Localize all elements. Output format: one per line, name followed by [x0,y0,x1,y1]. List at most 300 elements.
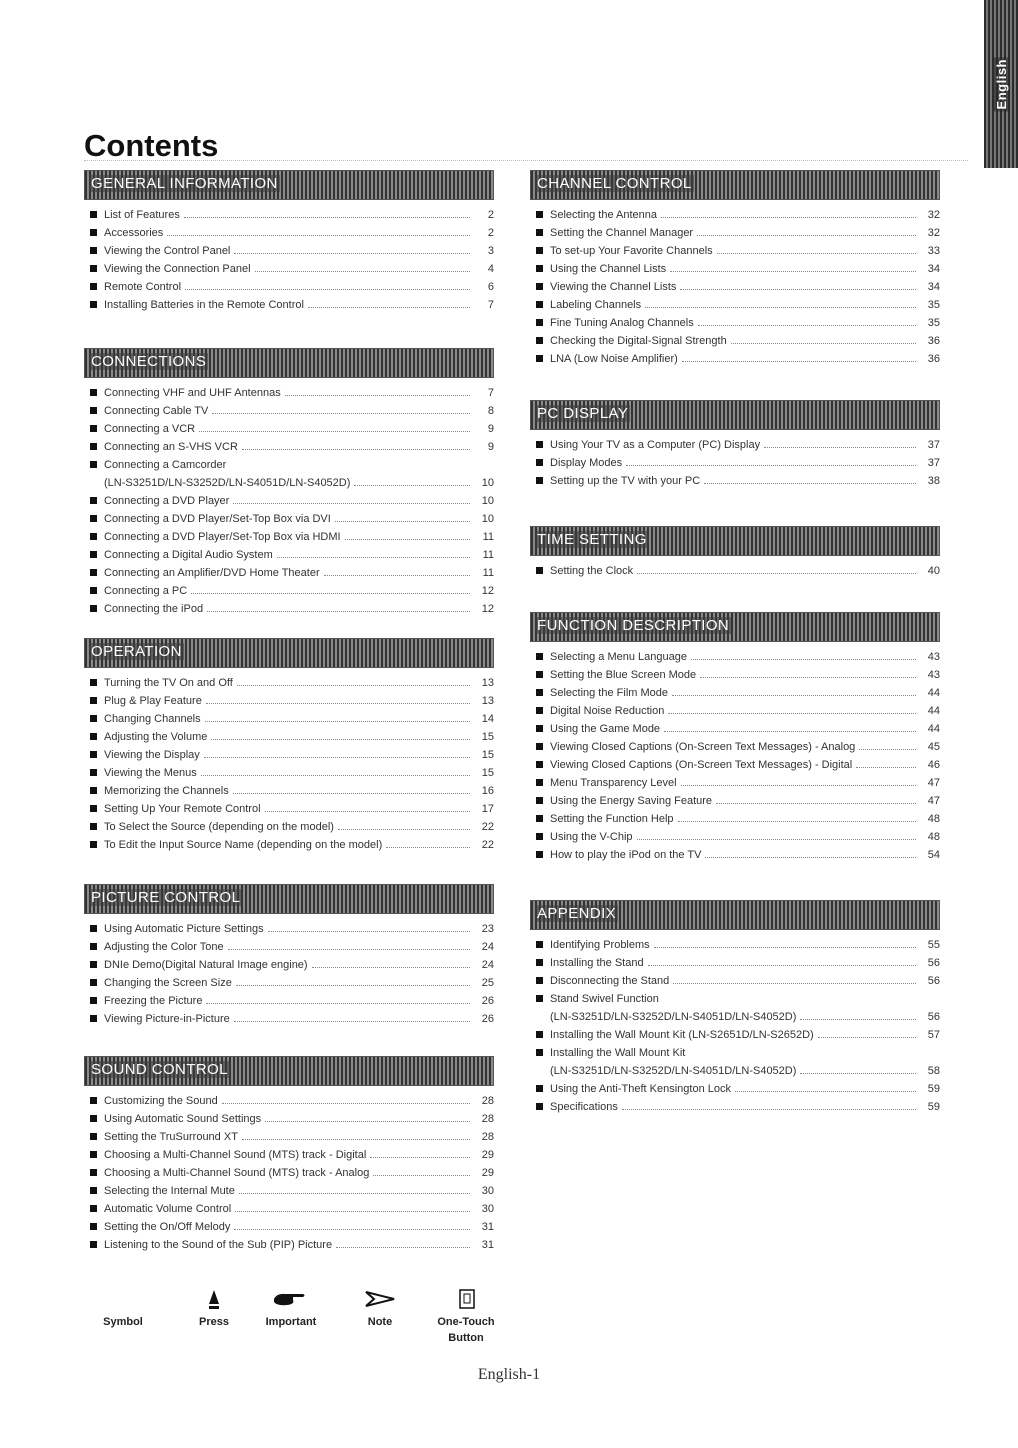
toc-entry-label: Adjusting the Volume [104,731,208,743]
toc-page-number: 16 [481,785,494,797]
dot-leader [648,955,916,966]
toc-page-number: 55 [927,939,940,951]
toc-entry-label: (LN-S3251D/LN-S3252D/LN-S4051D/LN-S4052D) [104,477,351,489]
toc-entry[interactable] [104,1092,494,1110]
toc-page-number: 7 [487,387,494,399]
toc-entry-label: Stand Swivel Function [550,993,659,1005]
dot-leader [691,649,916,660]
toc-entry-label: Specifications [550,1101,618,1113]
toc-entry-label: Fine Tuning Analog Channels [550,317,694,329]
toc-page-number: 47 [927,795,940,807]
toc-list [530,436,940,490]
toc-entry-label: To Select the Source (depending on the model) [104,821,334,833]
dot-leader [716,793,916,804]
square-bullet-icon [536,653,543,660]
toc-entry-label: Selecting the Internal Mute [104,1185,235,1197]
square-bullet-icon [90,247,97,254]
toc-section [84,170,494,314]
square-bullet-icon [90,943,97,950]
square-bullet-icon [536,319,543,326]
toc-entry[interactable] [550,1080,940,1098]
dot-leader [704,473,916,484]
dot-leader [205,711,470,722]
toc-entry-label: Selecting the Antenna [550,209,658,221]
toc-entry[interactable] [104,420,494,438]
square-bullet-icon [90,1097,97,1104]
dot-leader [211,729,470,740]
toc-entry[interactable] [104,260,494,278]
dot-leader [233,783,470,794]
toc-entry[interactable] [104,528,494,546]
toc-entry[interactable] [550,936,940,954]
square-bullet-icon [536,441,543,448]
toc-entry[interactable] [550,666,940,684]
square-bullet-icon [90,497,97,504]
square-bullet-icon [536,761,543,768]
toc-entry[interactable] [104,402,494,420]
toc-entry-label: Connecting a DVD Player/Set-Top Box via HDMI [104,531,341,543]
dot-leader [206,993,470,1004]
square-bullet-icon [536,1103,543,1110]
section-title: GENERAL INFORMATION [91,175,278,192]
section-header-band [530,170,940,200]
toc-page-number: 35 [927,299,940,311]
square-bullet-icon [536,265,543,272]
square-bullet-icon [90,961,97,968]
toc-page-number: 30 [481,1185,494,1197]
toc-entry[interactable] [104,818,494,836]
toc-entry[interactable] [550,260,940,278]
toc-entry[interactable] [550,242,940,260]
toc-entry[interactable] [104,764,494,782]
toc-entry[interactable] [550,1098,940,1116]
toc-entry-label: Freezing the Picture [104,995,203,1007]
toc-page-number: 28 [481,1131,494,1143]
toc-entry-label: Connecting a Digital Audio System [104,549,273,561]
toc-entry[interactable] [104,956,494,974]
dot-leader [308,297,470,308]
toc-list [530,206,940,368]
square-bullet-icon [536,211,543,218]
toc-entry[interactable] [104,384,494,402]
dot-leader [237,675,470,686]
toc-entry[interactable] [104,1110,494,1128]
toc-entry[interactable] [104,938,494,956]
square-bullet-icon [536,959,543,966]
toc-page-number: 37 [927,439,940,451]
square-bullet-icon [536,743,543,750]
dot-leader [682,351,916,362]
toc-entry[interactable] [104,1164,494,1182]
toc-entry-label: Installing the Wall Mount Kit (LN-S2651D/LN-S2652D) [550,1029,814,1041]
square-bullet-icon [536,995,543,1002]
legend-press-label: Press [199,1316,229,1328]
toc-entry[interactable] [104,438,494,456]
symbol-legend [98,1285,508,1345]
dot-leader [167,225,470,236]
language-tab-label: English [993,58,1009,110]
toc-page-number: 56 [927,1011,940,1023]
dot-leader [185,279,470,290]
toc-list [84,920,494,1028]
dot-leader [285,385,470,396]
toc-section [530,900,940,1116]
toc-page-number: 6 [487,281,494,293]
toc-page-number: 30 [481,1203,494,1215]
toc-page-number: 31 [481,1221,494,1233]
toc-entry-label: Setting the Clock [550,565,634,577]
toc-entry-label: Setting the On/Off Melody [104,1221,231,1233]
toc-entry[interactable] [550,436,940,454]
toc-page-number: 36 [927,353,940,365]
toc-entry[interactable] [550,350,940,368]
toc-entry[interactable] [104,206,494,224]
toc-entry[interactable] [550,278,940,296]
dot-leader [654,937,916,948]
toc-page-number: 44 [927,687,940,699]
toc-entry[interactable] [550,1062,940,1080]
toc-entry[interactable] [104,974,494,992]
toc-entry[interactable] [104,692,494,710]
dot-leader [265,801,470,812]
toc-entry-label: LNA (Low Noise Amplifier) [550,353,678,365]
toc-list [84,674,494,854]
toc-entry-label: Setting Up Your Remote Control [104,803,261,815]
toc-entry-label: Setting the Channel Manager [550,227,694,239]
dot-leader [818,1027,916,1038]
toc-entry[interactable] [550,684,940,702]
square-bullet-icon [90,587,97,594]
toc-entry[interactable] [550,972,940,990]
toc-page-number: 43 [927,651,940,663]
dot-leader [277,547,470,558]
legend-important-label: Important [265,1316,317,1328]
square-bullet-icon [90,605,97,612]
dot-leader [335,511,470,522]
toc-entry-label: Viewing the Control Panel [104,245,231,257]
toc-entry[interactable] [550,1044,940,1062]
toc-entry[interactable] [104,1128,494,1146]
toc-section [84,348,494,618]
square-bullet-icon [536,833,543,840]
section-header-band [84,884,494,914]
dot-leader [234,243,470,254]
toc-page-number: 34 [927,263,940,275]
square-bullet-icon [90,1169,97,1176]
square-bullet-icon [90,823,97,830]
toc-page-number: 57 [927,1029,940,1041]
toc-entry[interactable] [104,492,494,510]
square-bullet-icon [90,697,97,704]
toc-entry-label: Using Automatic Picture Settings [104,923,264,935]
toc-entry-label: Installing Batteries in the Remote Control [104,299,304,311]
toc-entry[interactable] [104,1182,494,1200]
dot-leader [672,685,916,696]
toc-entry[interactable] [550,1008,940,1026]
toc-page-number: 24 [481,959,494,971]
dot-leader [370,1147,470,1158]
toc-entry[interactable] [550,756,940,774]
toc-page-number: 56 [927,957,940,969]
dot-leader [680,279,916,290]
toc-entry[interactable] [104,728,494,746]
toc-entry[interactable] [550,828,940,846]
toc-section [530,170,940,368]
toc-entry[interactable] [104,1010,494,1028]
toc-entry-label: Selecting the Film Mode [550,687,668,699]
toc-entry[interactable] [104,582,494,600]
square-bullet-icon [536,283,543,290]
toc-entry[interactable] [550,296,940,314]
toc-entry[interactable] [550,332,940,350]
dot-leader [236,975,470,986]
page-footer: English-1 [477,1366,541,1383]
toc-section [84,1056,494,1254]
language-side-tab [984,0,1018,168]
square-bullet-icon [90,769,97,776]
section-header-band [530,400,940,430]
dot-leader [228,939,470,950]
square-bullet-icon [90,679,97,686]
toc-entry[interactable] [550,846,940,864]
toc-entry[interactable] [104,278,494,296]
toc-section [84,638,494,854]
toc-entry[interactable] [104,674,494,692]
square-bullet-icon [90,715,97,722]
section-header-band [84,170,494,200]
toc-entry[interactable] [104,1236,494,1254]
dot-leader [800,1063,916,1074]
dot-leader [661,207,916,218]
toc-entry[interactable] [550,954,940,972]
toc-page-number: 10 [481,513,494,525]
square-bullet-icon [90,407,97,414]
square-bullet-icon [90,1115,97,1122]
toc-page-number: 54 [927,849,940,861]
toc-page-number: 31 [481,1239,494,1251]
toc-entry-label: Automatic Volume Control [104,1203,232,1215]
toc-page-number: 11 [482,549,494,561]
toc-entry[interactable] [550,810,940,828]
toc-list [84,384,494,618]
toc-entry-label: Connecting an S-VHS VCR [104,441,238,453]
toc-entry[interactable] [104,1200,494,1218]
square-bullet-icon [536,941,543,948]
legend-symbol-heading: Symbol [103,1316,143,1328]
page-title: Contents [84,128,219,163]
toc-page-number: 58 [927,1065,940,1077]
square-bullet-icon [90,1241,97,1248]
square-bullet-icon [536,337,543,344]
toc-entry[interactable] [550,454,940,472]
dot-leader [184,207,470,218]
toc-entry[interactable] [104,242,494,260]
toc-entry[interactable] [550,792,940,810]
square-bullet-icon [536,725,543,732]
toc-entry-label: To Edit the Input Source Name (depending on the model) [104,839,383,851]
toc-entry[interactable] [550,562,940,580]
toc-entry[interactable] [550,224,940,242]
square-bullet-icon [90,211,97,218]
toc-page-number: 33 [927,245,940,257]
square-bullet-icon [90,443,97,450]
toc-page-number: 9 [487,423,494,435]
section-title: APPENDIX [537,905,617,922]
toc-entry[interactable] [104,224,494,242]
dot-leader [255,261,470,272]
toc-page-number: 59 [927,1101,940,1113]
toc-entry-label: Using the Anti-Theft Kensington Lock [550,1083,731,1095]
toc-entry[interactable] [550,1026,940,1044]
toc-entry-label: Installing the Wall Mount Kit [550,1047,686,1059]
toc-entry-label: Choosing a Multi-Channel Sound (MTS) track - Digital [104,1149,367,1161]
toc-entry-label: Identifying Problems [550,939,650,951]
toc-entry-label: Setting up the TV with your PC [550,475,701,487]
toc-section [530,400,940,490]
section-header-band [84,638,494,668]
toc-page-number: 37 [927,457,940,469]
toc-entry-label: Listening to the Sound of the Sub (PIP) Picture [104,1239,333,1251]
toc-entry-label: Connecting a PC [104,585,188,597]
toc-page-number: 7 [487,299,494,311]
toc-page-number: 11 [482,531,494,543]
toc-entry[interactable] [104,920,494,938]
toc-list [84,206,494,314]
toc-entry-label: Viewing Closed Captions (On-Screen Text Messages) - Digital [550,759,853,771]
dot-leader [212,403,470,414]
dot-leader [312,957,470,968]
toc-page-number: 32 [927,227,940,239]
toc-page-number: 47 [927,777,940,789]
toc-section [530,526,940,580]
toc-entry-label: Using Your TV as a Computer (PC) Display [550,439,761,451]
toc-entry[interactable] [550,990,940,1008]
toc-entry[interactable] [550,648,940,666]
toc-entry-label: (LN-S3251D/LN-S3252D/LN-S4051D/LN-S4052D) [550,1065,797,1077]
toc-page-number: 35 [927,317,940,329]
toc-entry-label: Turning the TV On and Off [104,677,233,689]
toc-entry[interactable] [104,474,494,492]
toc-entry[interactable] [104,546,494,564]
toc-entry-label: Connecting a DVD Player [104,495,230,507]
toc-entry-label: Setting the TruSurround XT [104,1131,238,1143]
section-header-band [530,612,940,642]
toc-entry-label: Viewing Closed Captions (On-Screen Text Messages) - Analog [550,741,856,753]
toc-page-number: 32 [927,209,940,221]
toc-entry[interactable] [104,782,494,800]
toc-entry[interactable] [104,836,494,854]
square-bullet-icon [536,797,543,804]
section-title: PC DISPLAY [537,405,629,422]
dot-leader [345,529,470,540]
note-arrow-icon [360,1285,400,1313]
toc-entry-label: Selecting a Menu Language [550,651,687,663]
toc-entry[interactable] [550,314,940,332]
toc-entry[interactable] [104,1218,494,1236]
dot-leader [697,225,916,236]
section-header-band [84,1056,494,1086]
toc-entry[interactable] [550,774,940,792]
toc-entry[interactable] [550,206,940,224]
square-bullet-icon [90,1223,97,1230]
toc-entry[interactable] [104,992,494,1010]
dot-leader [324,565,470,576]
dot-leader [764,437,916,448]
toc-entry[interactable] [104,1146,494,1164]
toc-page-number: 15 [481,749,494,761]
toc-entry-label: Remote Control [104,281,182,293]
square-bullet-icon [90,461,97,468]
toc-page-number: 8 [487,405,494,417]
toc-page-number: 46 [927,759,940,771]
legend-note-label: Note [367,1316,393,1328]
toc-page-number: 14 [481,713,494,725]
toc-list [84,1092,494,1254]
toc-entry[interactable] [550,720,940,738]
square-bullet-icon [536,301,543,308]
toc-entry[interactable] [104,746,494,764]
toc-entry-label: Menu Transparency Level [550,777,677,789]
square-bullet-icon [90,805,97,812]
dot-leader [731,333,916,344]
toc-entry[interactable] [550,472,940,490]
square-bullet-icon [536,707,543,714]
dot-leader [859,739,916,750]
toc-page-number: 34 [927,281,940,293]
toc-page-number: 25 [481,977,494,989]
toc-page-number: 15 [481,767,494,779]
dot-leader [856,757,916,768]
toc-page-number: 29 [481,1167,494,1179]
section-header-band [530,526,940,556]
section-title: TIME SETTING [537,531,647,548]
toc-entry[interactable] [550,738,940,756]
toc-page-number: 56 [927,975,940,987]
dot-leader [673,973,916,984]
toc-entry-label: To set-up Your Favorite Channels [550,245,713,257]
dot-leader [637,563,916,574]
square-bullet-icon [536,779,543,786]
dot-leader [338,819,470,830]
square-bullet-icon [536,477,543,484]
dot-leader [705,847,916,858]
square-bullet-icon [90,1187,97,1194]
square-bullet-icon [536,567,543,574]
toc-entry[interactable] [104,296,494,314]
toc-entry[interactable] [550,702,940,720]
toc-entry-label: Connecting the iPod [104,603,204,615]
toc-entry-label: Labeling Channels [550,299,642,311]
toc-entry[interactable] [104,600,494,618]
toc-entry[interactable] [104,456,494,474]
toc-entry-label: Accessories [104,227,164,239]
toc-entry[interactable] [104,510,494,528]
square-bullet-icon [90,733,97,740]
dot-leader [234,1011,470,1022]
toc-entry-label: Connecting a Camcorder [104,459,227,471]
toc-entry-label: Adjusting the Color Tone [104,941,224,953]
toc-entry-label: Connecting VHF and UHF Antennas [104,387,281,399]
toc-entry[interactable] [104,710,494,728]
dot-leader [386,837,470,848]
toc-entry[interactable] [104,564,494,582]
legend-one-touch-label: One-Touch Button [437,1316,495,1344]
dot-leader [204,747,470,758]
toc-entry[interactable] [104,800,494,818]
dot-leader [233,493,470,504]
toc-page-number: 12 [481,603,494,615]
dot-leader [207,601,470,612]
